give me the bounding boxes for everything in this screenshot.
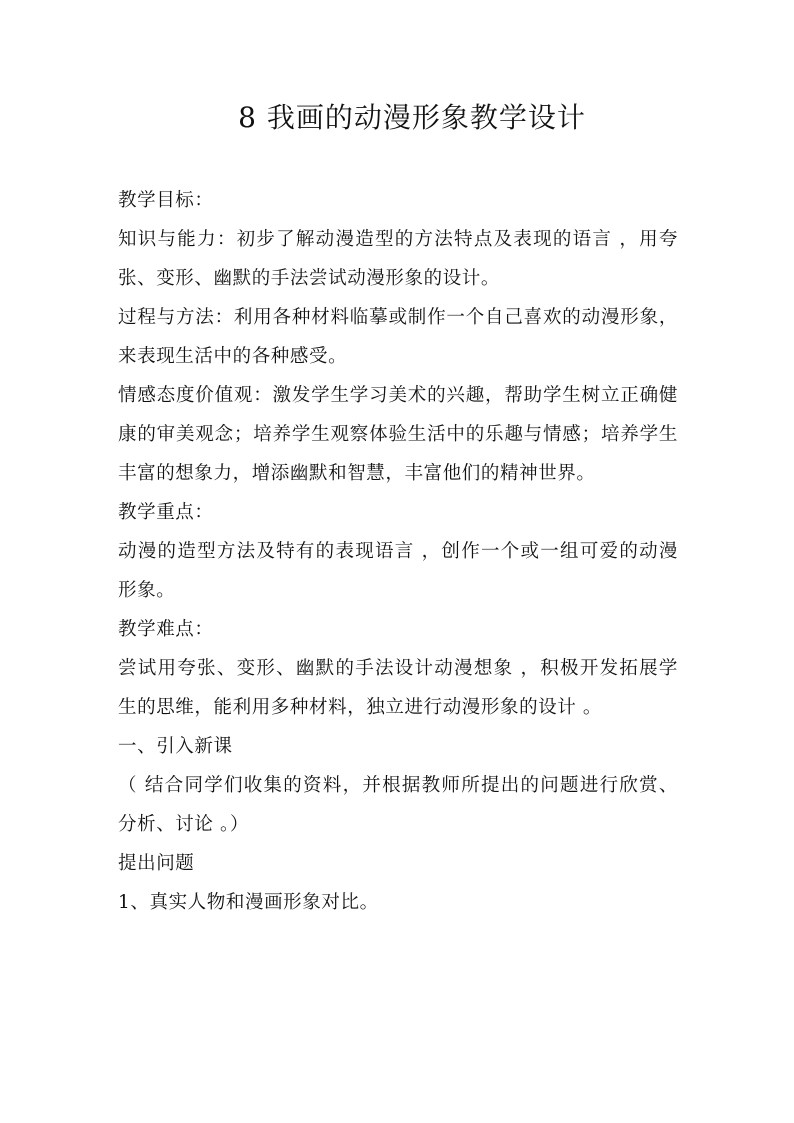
paragraph-knowledge-ability: 知识与能力：初步了解动漫造型的方法特点及表现的语言 ，用夸张、变形、幽默的手法尝试动漫形象的设计。	[118, 229, 678, 289]
paragraph-introduction-note: （ 结合同学们收集的资料，并根据教师所提出的问题进行欣赏、分析、讨论 。）	[118, 775, 678, 835]
section-heading-difficulties: 教学难点：	[118, 619, 214, 640]
list-item-question-1: 1、真实人物和漫画形象对比。	[118, 892, 379, 913]
section-heading-key-points: 教学重点：	[118, 502, 214, 523]
paragraph-difficulties: 尝试用夸张、变形、幽默的手法设计动漫想象 ，积极开发拓展学生的思维，能利用多种材料，独立进行动漫形象的设计 。	[118, 658, 678, 718]
paragraph-process-method: 过程与方法：利用各种材料临摹或制作一个自己喜欢的动漫形象，来表现生活中的各种感受。	[118, 307, 678, 367]
paragraph-key-points: 动漫的造型方法及特有的表现语言 ，创作一个或一组可爱的动漫形象。	[118, 541, 678, 601]
document-title: 8 我画的动漫形象教学设计	[238, 101, 586, 134]
paragraph-emotion-values: 情感态度价值观：激发学生学习美术的兴趣，帮助学生树立正确健康的审美观念；培养学生观察体验生活中的乐趣与情感；培养学生丰富的想象力，增添幽默和智慧，丰富他们的精神世界。	[118, 385, 678, 484]
section-heading-introduction: 一、引入新课	[118, 736, 233, 757]
section-heading-objectives: 教学目标：	[118, 190, 214, 211]
section-heading-questions: 提出问题	[118, 853, 195, 874]
document-body	[118, 181, 678, 922]
